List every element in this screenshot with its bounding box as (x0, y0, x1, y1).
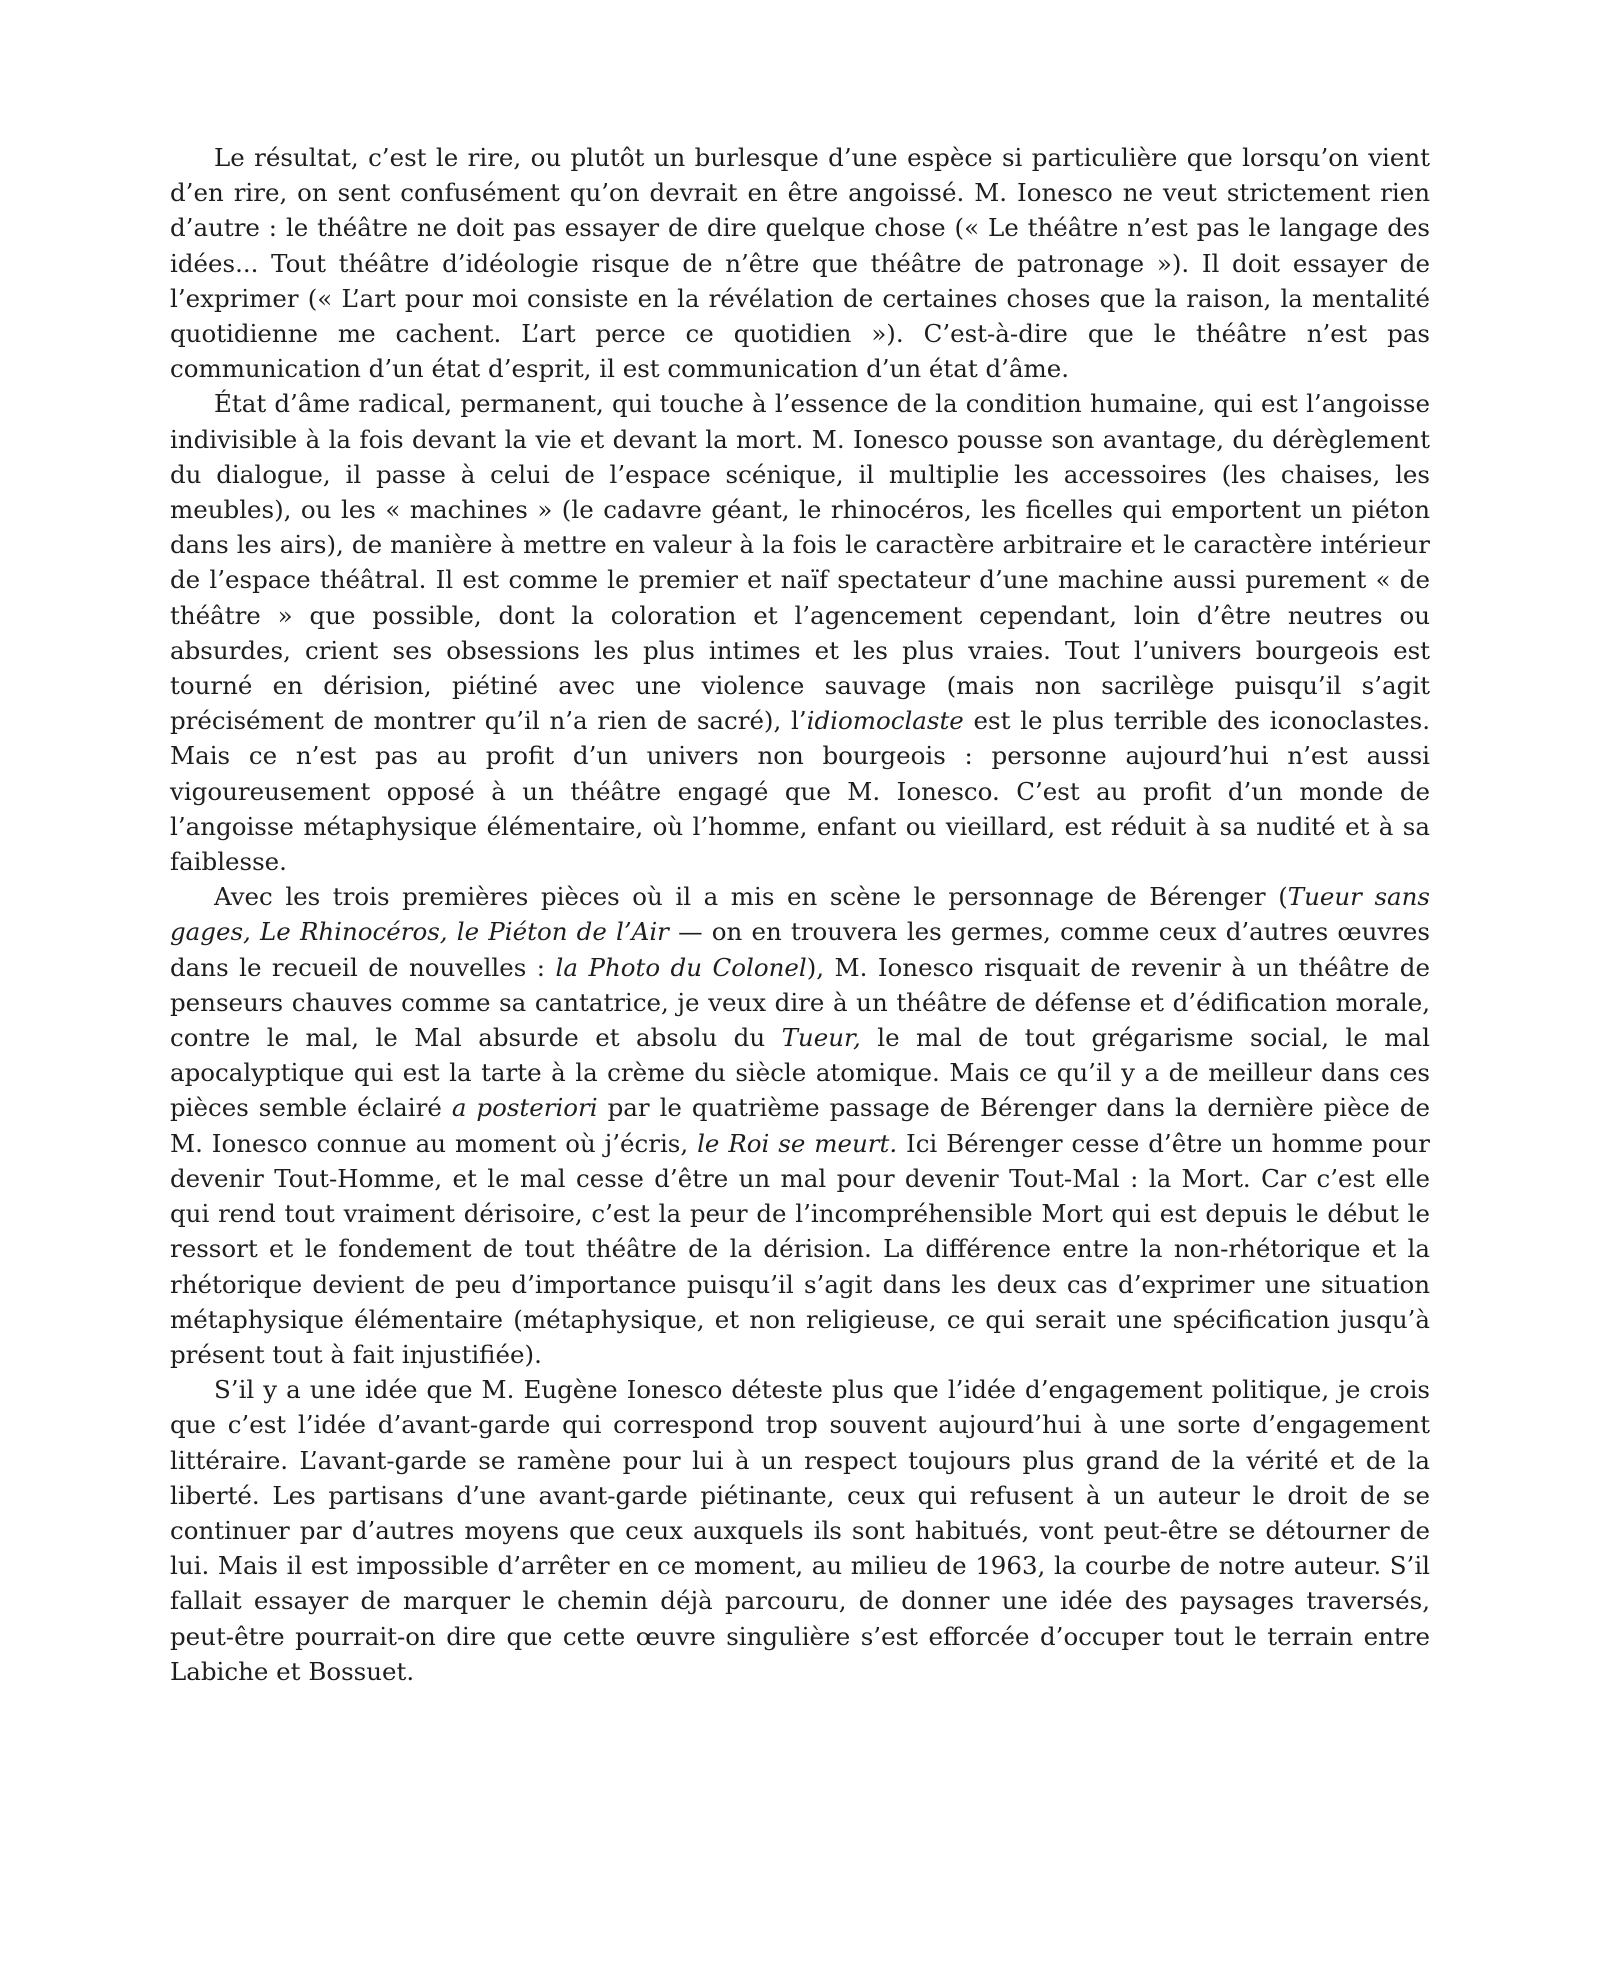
paragraph-1 (170, 140, 1430, 386)
paragraph-2-text-a: État d’âme radical, permanent, qui touche à l’essence de la condition humaine, qui est l’angoisse indivisible à la fois devant la vie et devant la mort. M. Ionesco pousse son avantage, du dérèglement du dialogue, il passe à celui de l’espace scénique, il multiplie les accessoires (les chaises, les meubles), ou les « machines » (le cadavre géant, le rhinocéros, les ficelles qui emportent un piéton dans les airs), de manière à mettre en valeur à la fois le caractère arbitraire et le caractère intérieur de l’espace théâtral. Il est comme le premier et naïf spectateur d’une machine aussi purement « de théâtre » que possible, dont la coloration et l’agencement cependant, loin d’être neutres ou absurdes, crient ses obsessions les plus intimes et les plus vraies. Tout l’univers bourgeois est tourné en dérision, piétiné avec une violence sauvage (mais non sacrilège puisqu’il s’agit précisément de montrer qu’il n’a rien de sacré), l’ (170, 389, 1430, 736)
paragraph-3-italic-a-posteriori: a posteriori (451, 1093, 598, 1123)
paragraph-2-italic-idiomoclaste: idiomoclaste (806, 706, 964, 736)
paragraph-4-text: S’il y a une idée que M. Eugène Ionesco déteste plus que l’idée d’engagement politique, je crois que c’est l’idée d’avant-garde qui correspond trop souvent aujourd’hui à une sorte d’engagement littéraire. L’avant-garde se ramène pour lui à un respect toujours plus grand de la vérité et de la liberté. Les partisans d’une avant-garde piétinante, ceux qui refusent à un auteur le droit de se continuer par d’autres moyens que ceux auxquels ils sont habitués, vont peut-être se détourner de lui. Mais il est impossible d’arrêter en ce moment, au milieu de 1963, la courbe de notre auteur. S’il fallait essayer de marquer le chemin déjà parcouru, de donner une idée des paysages traversés, peut-être pourrait-on dire que cette œuvre singulière s’est efforcée d’occuper tout le terrain entre Labiche et Bossuet. (170, 1375, 1430, 1686)
paragraph-3-italic-play-titles: Tueur sans gages, Le Rhinocéros, le Piéton de l’Air (170, 882, 1430, 947)
paragraph-3-italic-photo-colonel: la Photo du Colonel (555, 952, 807, 982)
paragraph-3-italic-tueur: Tueur, (781, 1023, 861, 1053)
paragraph-3-text-e: par le quatrième passage de Bérenger dans la dernière pièce de M. Ionesco connue au moment où j’écris, (170, 1093, 1430, 1158)
paragraph-3-text-b: — on en trouvera les germes, comme ceux d’autres œuvres dans le recueil de nouvelles : (170, 917, 1430, 982)
paragraph-3-text-c: ), M. Ionesco risquait de revenir à un théâtre de penseurs chauves comme sa cantatrice, je veux dire à un théâtre de défense et d’édification morale, contre le mal, le Mal absurde et absolu du (170, 952, 1430, 1053)
paragraph-2 (170, 386, 1430, 879)
paragraph-3-text-f: Ici Bérenger cesse d’être un homme pour devenir Tout-Homme, et le mal cesse d’être un mal pour devenir Tout-Mal : la Mort. Car c’est elle qui rend tout vraiment dérisoire, c’est la peur de l’incompréhensible Mort qui est depuis le début le ressort et le fondement de tout théâtre de la dérision. La différence entre la non-rhétorique et la rhétorique devient de peu d’importance puisqu’il s’agit dans les deux cas d’exprimer une situation métaphysique élémentaire (métaphysique, et non religieuse, ce qui serait une spécification jusqu’à présent tout à fait injustifiée). (170, 1128, 1430, 1369)
paragraph-1-text: Le résultat, c’est le rire, ou plutôt un burlesque d’une espèce si particulière que lorsqu’on vient d’en rire, on sent confusément qu’on devrait en être angoissé. M. Ionesco ne veut strictement rien d’autre : le théâtre ne doit pas essayer de dire quelque chose (« Le théâtre n’est pas le langage des idées... Tout théâtre d’idéologie risque de n’être que théâtre de patronage »). Il doit essayer de l’exprimer (« L’art pour moi consiste en la révélation de certaines choses que la raison, la mentalité quotidienne me cachent. L’art perce ce quotidien »). C’est-à-dire que le théâtre n’est pas communication d’un état d’esprit, il est communication d’un état d’âme. (170, 143, 1430, 384)
paragraph-3-text-d: le mal de tout grégarisme social, le mal apocalyptique qui est la tarte à la crème du siècle atomique. Mais ce qu’il y a de meilleur dans ces pièces semble éclairé (170, 1023, 1430, 1123)
paragraph-3 (170, 879, 1430, 1372)
paragraph-3-italic-roi-se-meurt: le Roi se meurt. (697, 1128, 898, 1158)
paragraph-4 (170, 1372, 1430, 1689)
page-text (170, 140, 1430, 1689)
paragraph-3-text-a: Avec les trois premières pièces où il a mis en scène le personnage de Bérenger ( (214, 882, 1288, 912)
paragraph-2-text-b: est le plus terrible des iconoclastes. Mais ce n’est pas au profit d’un univers non bourgeois : personne aujourd’hui n’est aussi vigoureusement opposé à un théâtre engagé que M. Ionesco. C’est au profit d’un monde de l’angoisse métaphysique élémentaire, où l’homme, enfant ou vieillard, est réduit à sa nudité et à sa faiblesse. (170, 706, 1430, 877)
